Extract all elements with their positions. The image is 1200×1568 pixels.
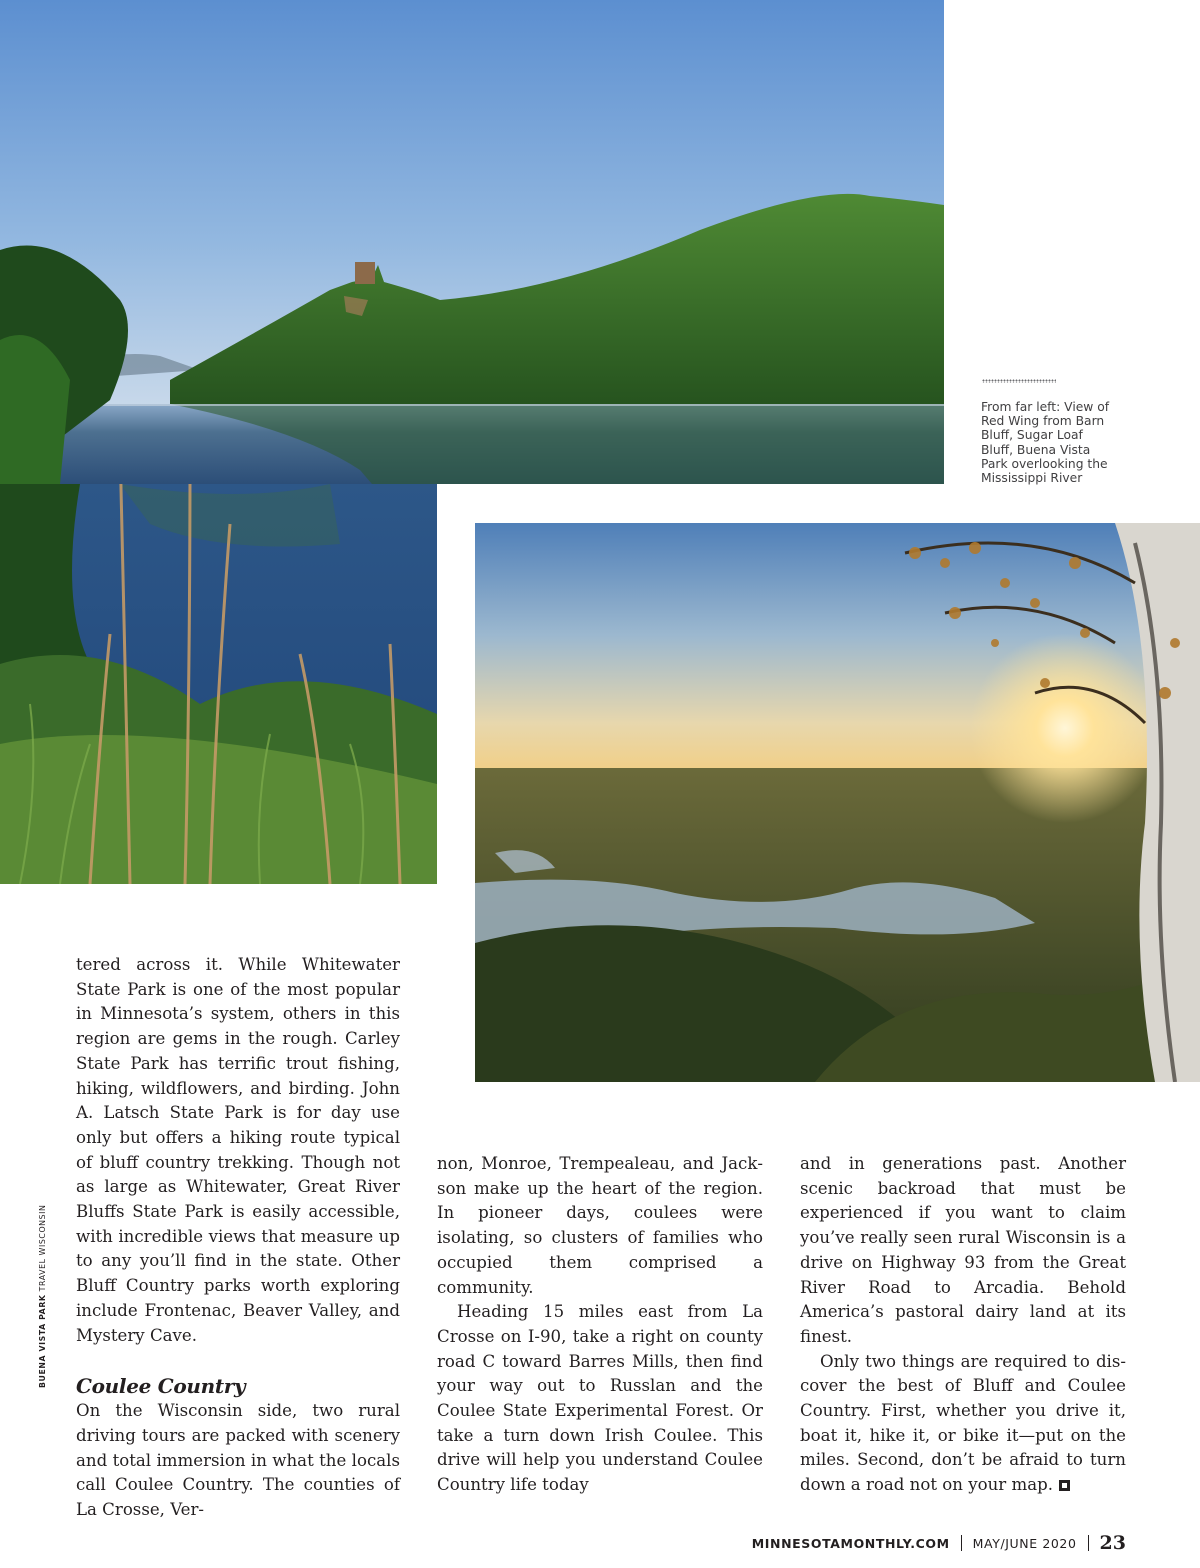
end-mark-icon [1059,1480,1070,1491]
footer-issue: MAY/JUNE 2020 [972,1535,1077,1551]
photo-credit-source: TRAVEL WISCONSIN [38,1204,47,1295]
article-paragraph: Heading 15 miles east from La Crosse on I-90, take a right on county road C toward Barres Mills, then find your way out to Russlan and the Coulee State Experimental Forest. Or take a turn down Irish Coulee. This drive will help you understand Coulee Country life today [437,1302,763,1495]
section-heading: Coulee Country [76,1374,246,1399]
photo-river-grasses-graphic [0,484,437,884]
footer-site: MINNESOTAMONTHLY.COM [751,1535,950,1551]
article-paragraph-text: Only two things are required to discover the best of Bluff and Coulee Country. First, whether you drive it, boat it, hike it, or bike it—put on the miles. Second, don’t be afraid to turn down a road not on your map. [800,1351,1126,1495]
article-column-2 [437,1152,763,1498]
photo-sugar-loaf-bluff-graphic [0,0,944,484]
photo-buena-vista-park [475,523,1200,1082]
photo-caption: From far left: View of Red Wing from Barn Bluff, Sugar Loaf Bluff, Buena Vista Park overlooking the Mississippi River [981,400,1110,486]
photo-credit-subject: BUENA VISTA PARK [38,1294,47,1388]
photo-river-grasses [0,484,437,884]
article-column-3 [800,1152,1126,1498]
article-paragraph: On the Wisconsin side, two rural driving tours are packed with scenery and total immersion in what the locals call Coulee Country. The counties of La Crosse, Ver- [76,1401,400,1520]
caption-dotted-rule [982,379,1056,383]
article-paragraph-final [800,1350,1126,1498]
page-number: 23 [1099,1532,1126,1554]
article-paragraph: tered across it. While Whitewater State Park is one of the most popular in Minnesota’s system, others in this region are gems in the rough. Carley State Park has terrific trout fishing, hiking, wildflowers, and birding. John A. Latsch State Park is for day use only but offers a hiking route typical of bluff country trekking. Though not as large as Whitewater, Great River Bluffs State Park is easily accessible, with incredible views that measure up to any you’ll find in the state. Other Bluff Country parks worth exploring include Frontenac, Beaver Valley, and Mystery Cave. [76,955,400,1345]
footer-divider [961,1535,962,1551]
article-paragraph: non, Monroe, Trempealeau, and Jackson make up the heart of the region. In pioneer days, coulees were isolating, so clusters of families who occupied them comprised a community. [437,1154,763,1297]
footer-divider [1088,1535,1089,1551]
photo-credit [38,1205,47,1389]
photo-buena-vista-park-graphic [475,523,1200,1082]
article-column-1 [76,953,400,1523]
page-footer [752,1532,1126,1554]
article-paragraph: and in generations past. Another scenic backroad that must be experienced if you want to claim you’ve really seen rural Wisconsin is a drive on Highway 93 from the Great River Road to Arcadia. Behold America’s pastoral dairy land at its finest. [800,1154,1126,1346]
photo-sugar-loaf-bluff [0,0,944,484]
